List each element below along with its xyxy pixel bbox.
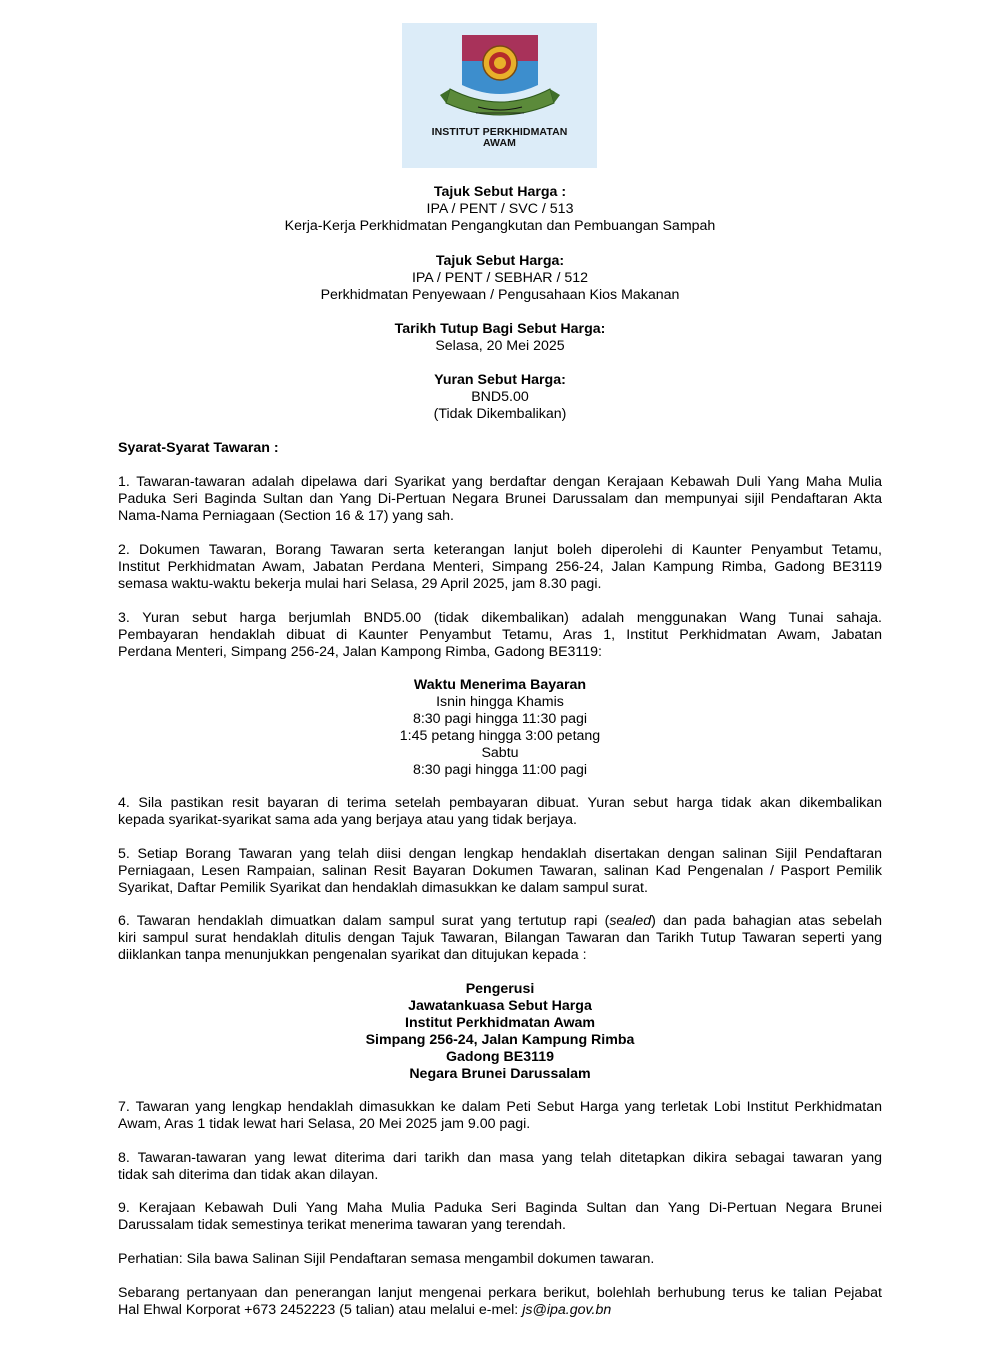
condition-9-line: Darussalam tidak semestinya terikat menerima tawaran yang terendah. (118, 1217, 566, 1233)
condition-9-line: 9. Kerajaan Kebawah Duli Yang Maha Mulia Paduka Seri Baginda Sultan dan Yang Di-Pertuan Negara Brunei (118, 1200, 882, 1216)
fee-amount: BND5.00 (471, 389, 529, 405)
contact-text: Hal Ehwal Korporat +673 2452223 (5 talian) atau melalui e-mel: (118, 1302, 523, 1318)
address-line: Simpang 256-24, Jalan Kampung Rimba (365, 1032, 635, 1048)
payment-time-afternoon: 1:45 petang hingga 3:00 petang (399, 728, 601, 744)
sealed-term: sealed (609, 913, 652, 929)
contact-line: Sebarang pertanyaan dan penerangan lanjut mengenai perkara berikut, bolehlah berhubung terus ke talian Pejabat (118, 1285, 882, 1301)
payment-hours-heading: Waktu Menerima Bayaran (413, 677, 587, 693)
condition-1-line: Paduka Seri Baginda Sultan dan Yang Di-Pertuan Negara Brunei Darussalam dan mempunyai sijil Pendaftaran Akta (118, 491, 882, 507)
condition-6-text: 6. Tawaran hendaklah dimuatkan dalam sampul surat yang tertutup rapi ( (118, 913, 610, 929)
logo-org-line2: AWAM (482, 137, 517, 149)
address-line: Institut Perkhidmatan Awam (405, 1015, 595, 1031)
condition-7 (118, 1099, 882, 1133)
condition-3-line: 3. Yuran sebut harga berjumlah BND5.00 (tidak dikembalikan) adalah menggunakan Wang Tunai sahaja. (118, 610, 882, 626)
logo-org-line1: INSTITUT PERKHIDMATAN (431, 126, 568, 138)
contact-info (118, 1285, 882, 1319)
quotation-2-ref: IPA / PENT / SEBHAR / 512 (411, 270, 589, 286)
condition-3-line: Perdana Menteri, Simpang 256-24, Jalan Kampong Rimba, Gadong BE3119: (118, 644, 602, 660)
notice-text: Perhatian: Sila bawa Salinan Sijil Pendaftaran semasa mengambil dokumen tawaran. (118, 1251, 655, 1267)
condition-5 (118, 846, 882, 897)
condition-2-line: semasa waktu-waktu bekerja mulai hari Selasa, 29 April 2025, jam 8.30 pagi. (118, 576, 602, 592)
condition-5-line: Perniagaan, Lesen Rampaian, salinan Resit Bayaran Dokumen Tawaran, salinan Kad Pengenalan / Pasport Pemilik (118, 863, 882, 879)
quotation-fee (100, 372, 900, 423)
condition-4-line: kepada syarikat-syarikat sama ada yang berjaya atau yang tidak berjaya. (118, 812, 577, 828)
conditions-heading: Syarat-Syarat Tawaran : (118, 440, 279, 456)
institution-logo (402, 23, 597, 168)
address-line: Jawatankuasa Sebut Harga (408, 998, 592, 1014)
address-line: Gadong BE3119 (445, 1049, 555, 1065)
closing-date (100, 321, 900, 355)
condition-5-line: 5. Setiap Borang Tawaran yang telah diisi dengan lengkap hendaklah disertakan dengan salinan Sijil Pendaftaran (118, 846, 882, 862)
quotation-1-heading: Tajuk Sebut Harga : (433, 184, 567, 200)
quotation-2 (100, 253, 900, 304)
closing-date-heading: Tarikh Tutup Bagi Sebut Harga: (394, 321, 606, 337)
condition-5-line: Syarikat, Daftar Pemilik Syarikat dan hendaklah dimasukkan ke dalam sampul surat. (118, 880, 648, 896)
condition-4-line: 4. Sila pastikan resit bayaran di terima setelah pembayaran dibuat. Yuran sebut harga tidak akan dikembalikan (118, 795, 882, 811)
payment-days-saturday: Sabtu (481, 745, 519, 761)
closing-date-value: Selasa, 20 Mei 2025 (435, 338, 565, 354)
contact-line (118, 1302, 882, 1319)
fee-heading: Yuran Sebut Harga: (434, 372, 566, 388)
quotation-2-title: Perkhidmatan Penyewaan / Pengusahaan Kios Makanan (320, 287, 680, 303)
condition-6-text: ) dan pada bahagian atas sebelah (651, 913, 882, 929)
payment-days-weekday: Isnin hingga Khamis (436, 694, 564, 710)
payment-time-morning: 8:30 pagi hingga 11:30 pagi (412, 711, 588, 727)
address-line: Pengerusi (465, 981, 535, 997)
condition-8-line: 8. Tawaran-tawaran yang lewat diterima dari tarikh dan masa yang telah ditetapkan dikira sebagai tawaran yang (118, 1150, 882, 1166)
quotation-1 (100, 184, 900, 235)
condition-8-line: tidak sah diterima dan tidak akan dilayan. (118, 1167, 379, 1183)
quotation-1-title: Kerja-Kerja Perkhidmatan Pengangkutan dan Pembuangan Sampah (284, 218, 716, 234)
condition-3-line: Pembayaran hendaklah dibuat di Kaunter Penyambut Tetamu, Aras 1, Institut Perkhidmatan Awam, Jabatan (118, 627, 882, 643)
fee-note: (Tidak Dikembalikan) (433, 406, 567, 422)
condition-9 (118, 1200, 882, 1234)
condition-2 (118, 542, 882, 593)
condition-8 (118, 1150, 882, 1184)
condition-7-line: 7. Tawaran yang lengkap hendaklah dimasukkan ke dalam Peti Sebut Harga yang terletak Lobi Institut Perkhidmatan (118, 1099, 882, 1115)
address-line: Negara Brunei Darussalam (409, 1066, 591, 1082)
condition-6-line: diiklankan tanpa menunjukkan pengenalan syarikat dan ditujukan kepada : (118, 947, 587, 963)
mailing-address (100, 981, 900, 1083)
condition-6-line: kiri sampul surat hendaklah ditulis dengan Tajuk Tawaran, Bilangan Tawaran dan Tarikh Tutup Tawaran seperti yang (118, 930, 882, 946)
payment-hours (100, 677, 900, 779)
condition-7-line: Awam, Aras 1 tidak lewat hari Selasa, 20 Mei 2025 jam 9.00 pagi. (118, 1116, 531, 1132)
condition-6-line (118, 913, 882, 930)
condition-6 (118, 913, 882, 964)
contact-email-link[interactable]: js@ipa.gov.bn (522, 1302, 612, 1318)
condition-1-line: 1. Tawaran-tawaran adalah dipelawa dari Syarikat yang berdaftar dengan Kerajaan Kebawah Duli Yang Maha Mulia (118, 474, 882, 490)
quotation-2-heading: Tajuk Sebut Harga: (435, 253, 565, 269)
condition-1 (118, 474, 882, 525)
notice (118, 1251, 882, 1268)
condition-3 (118, 610, 882, 661)
payment-time-saturday: 8:30 pagi hingga 11:00 pagi (412, 762, 588, 778)
quotation-1-ref: IPA / PENT / SVC / 513 (426, 201, 574, 217)
condition-2-line: 2. Dokumen Tawaran, Borang Tawaran serta keterangan lanjut boleh diperolehi di Kaunter Penyambut Tetamu, (118, 542, 882, 558)
condition-4 (118, 795, 882, 829)
condition-1-line: Nama-Nama Perniagaan (Section 16 & 17) yang sah. (118, 508, 454, 524)
condition-2-line: Institut Perkhidmatan Awam, Jabatan Perdana Menteri, Simpang 256-24, Jalan Kampung Rimba, Gadong BE3119 (118, 559, 882, 575)
